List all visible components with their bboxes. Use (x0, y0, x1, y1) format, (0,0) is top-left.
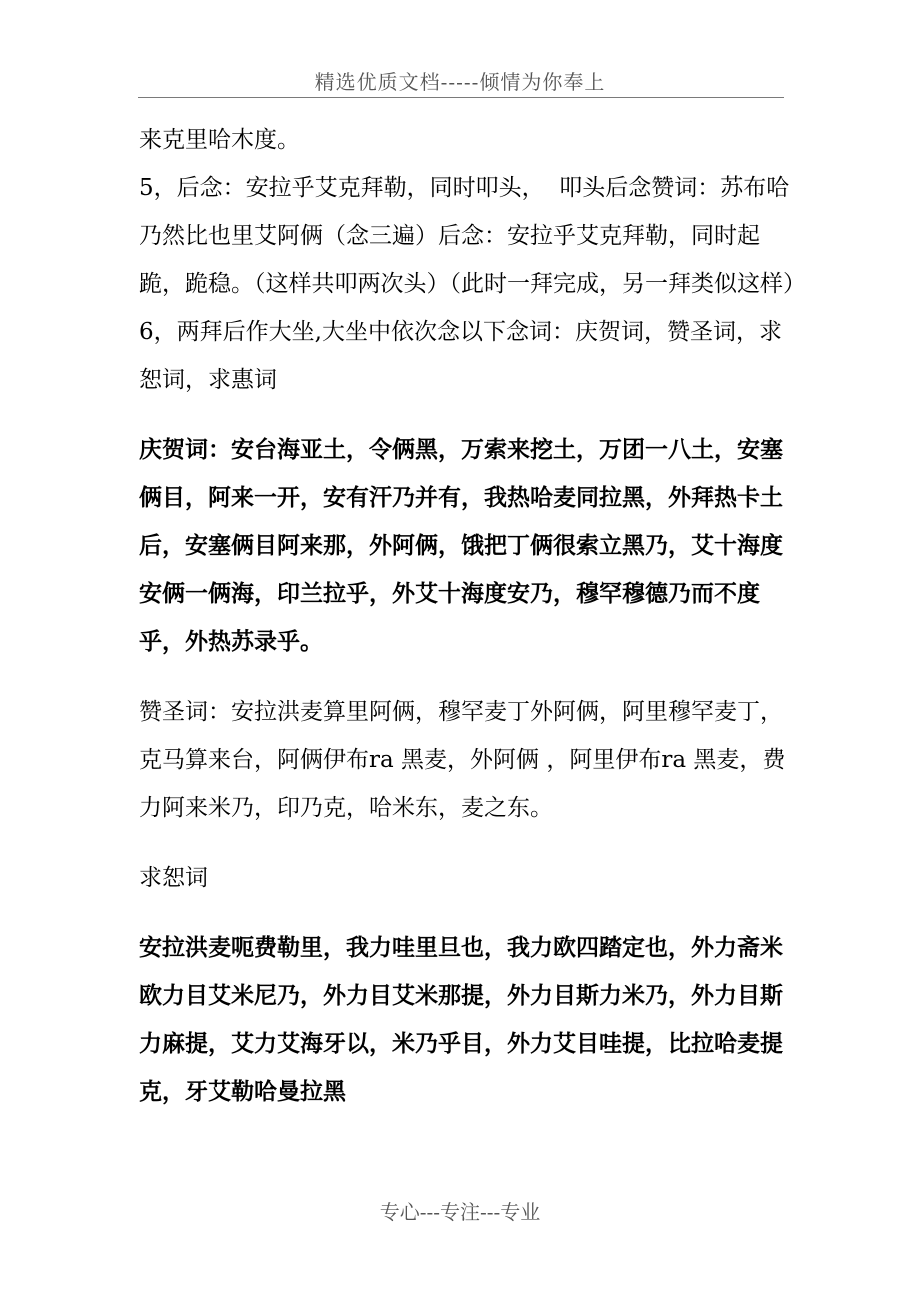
paragraph-continued: 来克里哈木度。 (139, 127, 300, 153)
document-body (139, 116, 806, 1116)
paragraph-qinghe: 庆贺词：安台海亚土，令俩黑，万索来挖土，万团一八土，安塞俩目，阿来一开，安有汗乃并有，我热哈麦同拉黑，外拜热卡土后，安塞俩目阿来那，外阿俩，饿把丁俩很索立黑乃，艾十海度安俩一俩海，印兰拉乎，外艾十海度安乃，穆罕穆德乃而不度乎，外热苏录乎。 (139, 436, 783, 655)
paragraph-qiushu-title: 求恕词 (139, 865, 208, 891)
paragraph-step-6: 6，两拜后作大坐,大坐中依次念以下念词：庆贺词，赞圣词，求恕词，求惠词 (139, 319, 782, 393)
paragraph-qiushu: 安拉洪麦呃费勒里，我力哇里旦也，我力欧四踏定也，外力斋米欧力目艾米尼乃，外力目艾米那提，外力目斯力米乃，外力目斯力麻提，艾力艾海牙以，米乃乎目，外力艾目哇提，比拉哈麦提克，牙艾勒哈曼拉黑 (139, 934, 783, 1105)
page-footer: 专心---专注---专业 (379, 1200, 541, 1224)
paragraph-zansheng: 赞圣词：安拉洪麦算里阿俩，穆罕麦丁外阿俩，阿里穆罕麦丁，克马算来台，阿俩伊布ra 黑麦，外阿俩 ，阿里伊布ra 黑麦，费力阿来米乃，印乃克，哈米东，麦之东。 (139, 699, 786, 821)
spacer (139, 666, 799, 688)
spacer (139, 832, 799, 854)
page-header: 精选优质文档-----倾情为你奉上 (314, 70, 606, 94)
paragraph-step-5: 5，后念：安拉乎艾克拜勒，同时叩头， 叩头后念赞词：苏布哈乃然比也里艾阿俩（念三遍）后念：安拉乎艾克拜勒，同时起跪，跪稳。（这样共叩两次头）（此时一拜完成，另一拜类似这样） (139, 175, 806, 297)
spacer (139, 902, 799, 924)
spacer (139, 404, 799, 426)
header-divider (138, 97, 784, 98)
